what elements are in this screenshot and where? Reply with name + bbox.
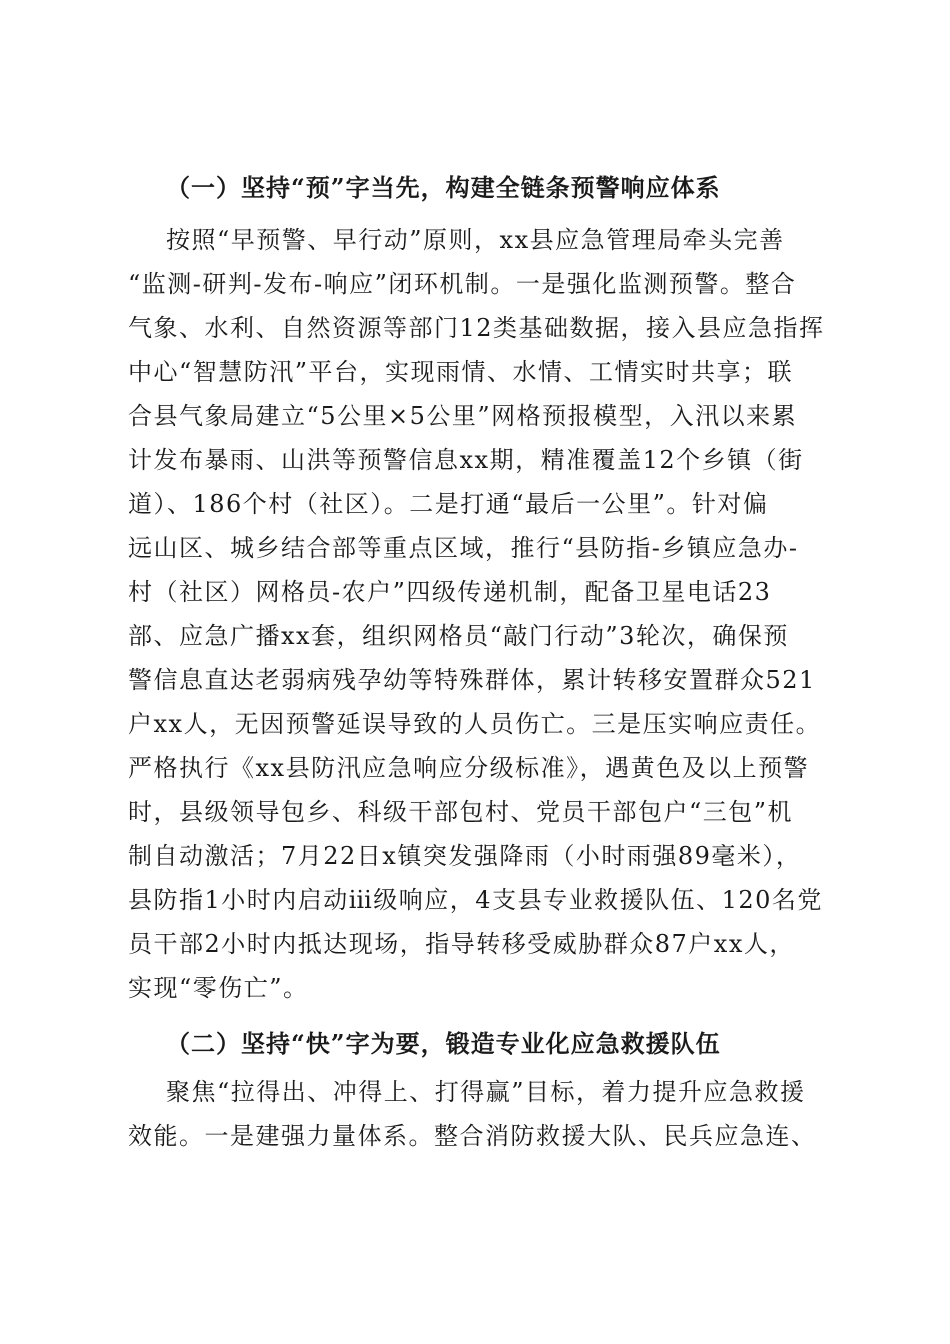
paragraph-line: 按照“早预警、早行动”原则，xx县应急管理局牵头完善 [166,226,785,254]
paragraph-line: 警信息直达老弱病残孕幼等特殊群体，累计转移安置群众521 [128,666,816,694]
section-heading-2: （二）坚持“快”字为要，锻造专业化应急救援队伍 [166,1029,721,1058]
paragraph-line: 道）、186个村（社区）。二是打通“最后一公里”。针对偏 [128,490,769,518]
paragraph-line: 严格执行《xx县防汛应急响应分级标准》，遇黄色及以上预警 [128,754,810,782]
paragraph-line: 合县气象局建立“5公里×5公里”网格预报模型，入汛以来累 [128,402,798,430]
paragraph-line: 制自动激活；7月22日x镇突发强降雨（小时雨强89毫米）， [128,842,802,870]
paragraph-line: “监测-研判-发布-响应”闭环机制。一是强化监测预警。整合 [128,270,797,298]
paragraph-line: 效能。一是建强力量体系。整合消防救援大队、民兵应急连、 [128,1122,817,1150]
paragraph-line: 县防指1小时内启动ⅲ级响应，4支县专业救援队伍、120名党 [128,886,823,914]
paragraph-line: 气象、水利、自然资源等部门12类基础数据，接入县应急指挥 [128,314,825,342]
paragraph-line: 员干部2小时内抵达现场，指导转移受威胁群众87户xx人， [128,930,795,958]
paragraph-line: 计发布暴雨、山洪等预警信息xx期，精准覆盖12个乡镇（街 [128,446,804,474]
paragraph-line: 户xx人，无因预警延误导致的人员伤亡。三是压实响应责任。 [128,710,822,738]
paragraph-line: 实现“零伤亡”。 [128,974,309,1002]
paragraph-line: 聚焦“拉得出、冲得上、打得赢”目标，着力提升应急救援 [166,1078,806,1106]
paragraph-line: 时，县级领导包乡、科级干部包村、党员干部包户“三包”机 [128,798,794,826]
section-heading-1: （一）坚持“预”字当先，构建全链条预警响应体系 [166,173,721,202]
paragraph-line: 村（社区）网格员-农户”四级传递机制，配备卫星电话23 [128,578,772,606]
paragraph-line: 中心“智慧防汛”平台，实现雨情、水情、工情实时共享；联 [128,358,794,386]
paragraph-line: 部、应急广播xx套，组织网格员“敲门行动”3轮次，确保预 [128,622,789,650]
paragraph-line: 远山区、城乡结合部等重点区域，推行“县防指-乡镇应急办- [128,534,799,562]
